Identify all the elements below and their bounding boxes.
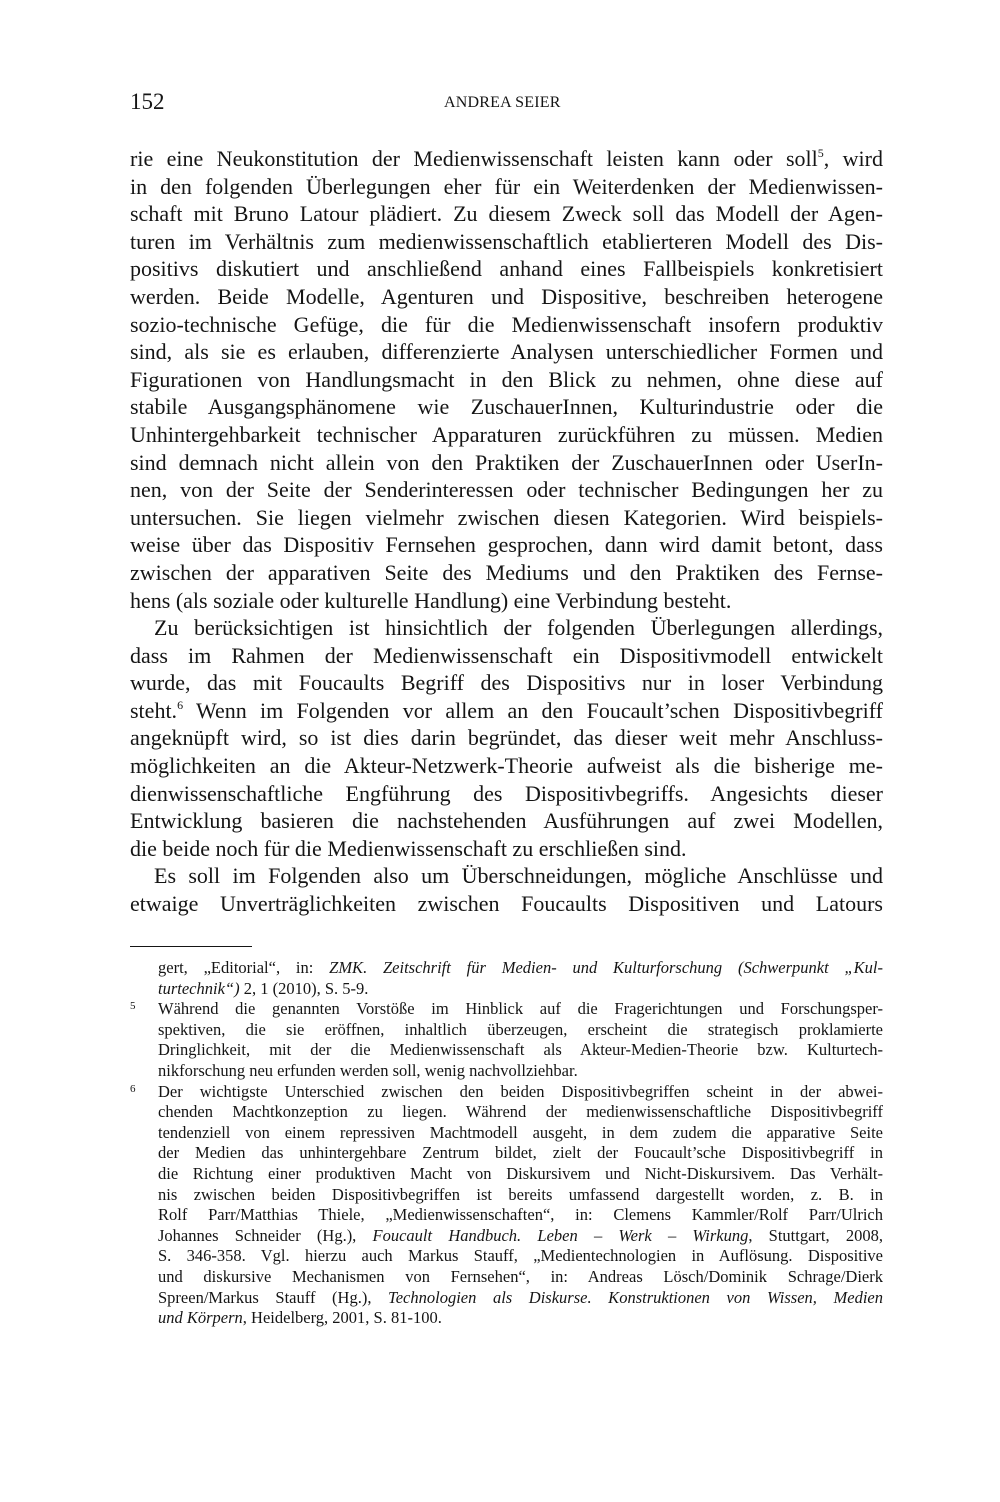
text-line (130, 504, 883, 532)
text-segment: etwaige Unverträglichkeiten zwischen Foucaults Dispositiven und Latours (130, 891, 883, 917)
italic-segment: turtechnik“) (158, 978, 240, 998)
body-text (130, 145, 883, 918)
footnote (130, 999, 883, 1081)
footnote-reference: 6 (177, 697, 184, 712)
text-segment: der Medien das unhintergehbare Zentrum bildet, zielt der Foucault’sche Dispositivbegriff in (158, 1143, 883, 1163)
text-line (130, 862, 883, 890)
text-line (130, 669, 883, 697)
text-segment: Johannes Schneider (Hg.), (158, 1225, 373, 1245)
text-segment: spektiven, die sie eröffnen, inhaltlich überzeugen, erscheint die strategisch proklamierte (158, 1019, 883, 1039)
text-segment: Entwicklung basieren die nachstehenden Ausführungen auf zwei Modellen, (130, 808, 883, 834)
text-line (130, 173, 883, 201)
footnote-number: 6 (130, 1082, 136, 1095)
footnote (130, 1082, 883, 1329)
text-line (130, 614, 883, 642)
footnote-line (158, 1267, 883, 1288)
text-line (130, 145, 883, 173)
text-segment: Wenn im Folgenden vor allem an den Foucault’schen Dispositivbegriff (183, 697, 883, 723)
text-line (130, 780, 883, 808)
text-line (130, 255, 883, 283)
footnote-line (158, 1226, 883, 1247)
text-line (130, 421, 883, 449)
text-segment: nis zwischen beiden Dispositivbegriffen ist bereits umfassend dargestellt worden, z. B. in (158, 1184, 883, 1204)
text-segment: Spreen/Markus Stauff (Hg.), (158, 1287, 389, 1307)
text-segment: schaft mit Bruno Latour plädiert. Zu diesem Zweck soll das Modell der Agen- (130, 201, 883, 227)
text-segment: positivs diskutiert und anschließend anhand eines Fallbeispiels konkretisiert (130, 256, 883, 282)
text-line (130, 393, 883, 421)
text-segment: tendenziell von einem repressiven Machtmodell ausgeht, in dem zudem die apparative Seite (158, 1122, 883, 1142)
text-line (130, 366, 883, 394)
running-head: ANDREA SEIER (444, 94, 561, 111)
footnote-line (158, 1102, 883, 1123)
text-line (130, 642, 883, 670)
text-segment: , wird (823, 146, 883, 171)
footnote-line (158, 979, 883, 1000)
italic-segment: Foucault Handbuch. Leben – Werk – Wirkung (372, 1225, 749, 1245)
text-line (130, 449, 883, 477)
text-line (130, 587, 883, 615)
text-segment: S. 346-358. Vgl. hierzu auch Markus Stauff, „Medientechnologien in Auflösung. Dispositive (158, 1246, 883, 1266)
text-segment: Während die genannten Vorstöße im Hinblick auf die Fragerichtungen und Forschungsper- (158, 999, 883, 1019)
text-segment: Unhintergehbarkeit technischer Apparaturen zurückführen zu müssen. Medien (130, 421, 883, 447)
text-segment: angeknüpft wird, so ist dies darin begründet, das dieser weit mehr Anschluss- (130, 725, 883, 751)
text-line (130, 752, 883, 780)
text-segment: nikforschung neu erfunden werden soll, wenig nachvollziehbar. (158, 1060, 578, 1080)
text-line (130, 228, 883, 256)
text-line (130, 724, 883, 752)
text-segment: weise über das Dispositiv Fernsehen gesprochen, dann wird damit betont, dass (130, 532, 883, 558)
footnote-line (158, 958, 883, 979)
footnote-line (158, 1205, 883, 1226)
text-segment: rie eine Neukonstitution der Medienwissenschaft leisten kann oder soll (130, 146, 818, 171)
footnote-line (158, 1123, 883, 1144)
text-segment: die Richtung einer produktiven Macht von Diskursivem und Nicht-Diskursivem. Das Verhält- (158, 1163, 883, 1183)
text-segment: dienwissenschaftliche Engführung des Dispositivbegriffs. Angesichts dieser (130, 780, 883, 806)
text-segment: dass im Rahmen der Medienwissenschaft ein Dispositivmodell entwickelt (130, 642, 883, 668)
paragraph (130, 614, 883, 862)
footnote-line (158, 1288, 883, 1309)
text-line (130, 200, 883, 228)
text-line (130, 559, 883, 587)
footnote-line (158, 1061, 883, 1082)
text-segment: sind demnach nicht allein von den Praktiken der ZuschauerInnen oder UserIn- (130, 449, 883, 475)
italic-segment: und Körpern (158, 1308, 243, 1328)
text-segment: , Heidelberg, 2001, S. 81-100. (242, 1308, 442, 1328)
footnote-line (158, 1082, 883, 1103)
page-number: 152 (130, 89, 165, 114)
footnote-separator (130, 946, 252, 947)
text-line (130, 890, 883, 918)
text-segment: steht. (130, 697, 178, 723)
text-line (130, 338, 883, 366)
footnote-number: 5 (130, 1000, 136, 1013)
text-segment: hens (als soziale oder kulturelle Handlung) eine Verbindung besteht. (130, 587, 732, 613)
text-segment: wurde, das mit Foucaults Begriff des Dispositivs nur in loser Verbindung (130, 670, 883, 696)
footnote-line (158, 1308, 883, 1329)
text-line (130, 835, 883, 863)
text-line (130, 807, 883, 835)
footnote-line (158, 1143, 883, 1164)
footnote-line (158, 1164, 883, 1185)
footnote (130, 958, 883, 999)
italic-segment: ZMK. Zeitschrift für Medien- und Kulturforschung (Schwerpunkt „Kul- (329, 958, 884, 977)
text-segment: Rolf Parr/Matthias Thiele, „Medienwissenschaften“, in: Clemens Kammler/Rolf Parr/Ulrich (158, 1205, 883, 1225)
text-line (130, 311, 883, 339)
text-segment: werden. Beide Modelle, Agenturen und Dispositive, beschreiben heterogene (130, 283, 883, 309)
text-segment: , Stuttgart, 2008, (748, 1225, 883, 1245)
text-segment: Es soll im Folgenden also um Überschneidungen, mögliche Anschlüsse und (154, 863, 883, 889)
footnote-reference: 5 (817, 146, 824, 160)
text-segment: turen im Verhältnis zum medienwissenschaftlich etablierteren Modell des Dis- (130, 228, 883, 254)
paragraph (130, 145, 883, 614)
text-segment: 2, 1 (2010), S. 5-9. (239, 978, 369, 998)
text-segment: die beide noch für die Medienwissenschaft zu erschließen sind. (130, 835, 687, 861)
text-segment: zwischen der apparativen Seite des Mediums und den Praktiken des Fernse- (130, 559, 883, 585)
footnote-line (158, 999, 883, 1020)
text-segment: gert, „Editorial“, in: (158, 958, 330, 977)
text-segment: nen, von der Seite der Senderinteressen oder technischer Bedingungen her zu (130, 477, 883, 503)
footnote-line (158, 1040, 883, 1061)
text-segment: chenden Machtkonzeption zu liegen. Während der medienwissenschaftliche Dispositivbegriff (158, 1102, 883, 1122)
text-segment: möglichkeiten an die Akteur-Netzwerk-Theorie aufweist als die bisherige me- (130, 753, 883, 779)
paragraph (130, 862, 883, 917)
text-segment: Zu berücksichtigen ist hinsichtlich der folgenden Überlegungen allerdings, (154, 615, 883, 641)
text-line (130, 697, 883, 725)
text-segment: Figurationen von Handlungsmacht in den Blick zu nehmen, ohne diese auf (130, 366, 883, 392)
text-segment: in den folgenden Überlegungen eher für ein Weiterdenken der Medienwissen- (130, 173, 883, 199)
text-segment: sind, als sie es erlauben, differenzierte Analysen unterschiedlicher Formen und (130, 339, 883, 365)
footnote-line (158, 1185, 883, 1206)
text-segment: Der wichtigste Unterschied zwischen den beiden Dispositivbegriffen scheint in der abwei- (158, 1081, 883, 1101)
text-line (130, 476, 883, 504)
footnote-line (158, 1020, 883, 1041)
text-line (130, 531, 883, 559)
text-segment: und diskursive Mechanismen von Fernsehen“, in: Andreas Lösch/Dominik Schrage/Dierk (158, 1266, 883, 1286)
text-line (130, 283, 883, 311)
text-segment: sozio-technische Gefüge, die für die Medienwissenschaft insofern produktiv (130, 311, 883, 337)
footnote-line (158, 1246, 883, 1267)
text-segment: Dringlichkeit, mit der die Medienwissenschaft als Akteur-Medien-Theorie bzw. Kulturtech- (158, 1040, 883, 1060)
text-segment: stabile Ausgangsphänomene wie ZuschauerInnen, Kulturindustrie oder die (130, 394, 883, 420)
italic-segment: Technologien als Diskurse. Konstruktionen von Wissen, Medien (388, 1287, 883, 1307)
text-segment: untersuchen. Sie liegen vielmehr zwischen diesen Kategorien. Wird beispiels- (130, 504, 883, 530)
footnotes (130, 958, 883, 1329)
